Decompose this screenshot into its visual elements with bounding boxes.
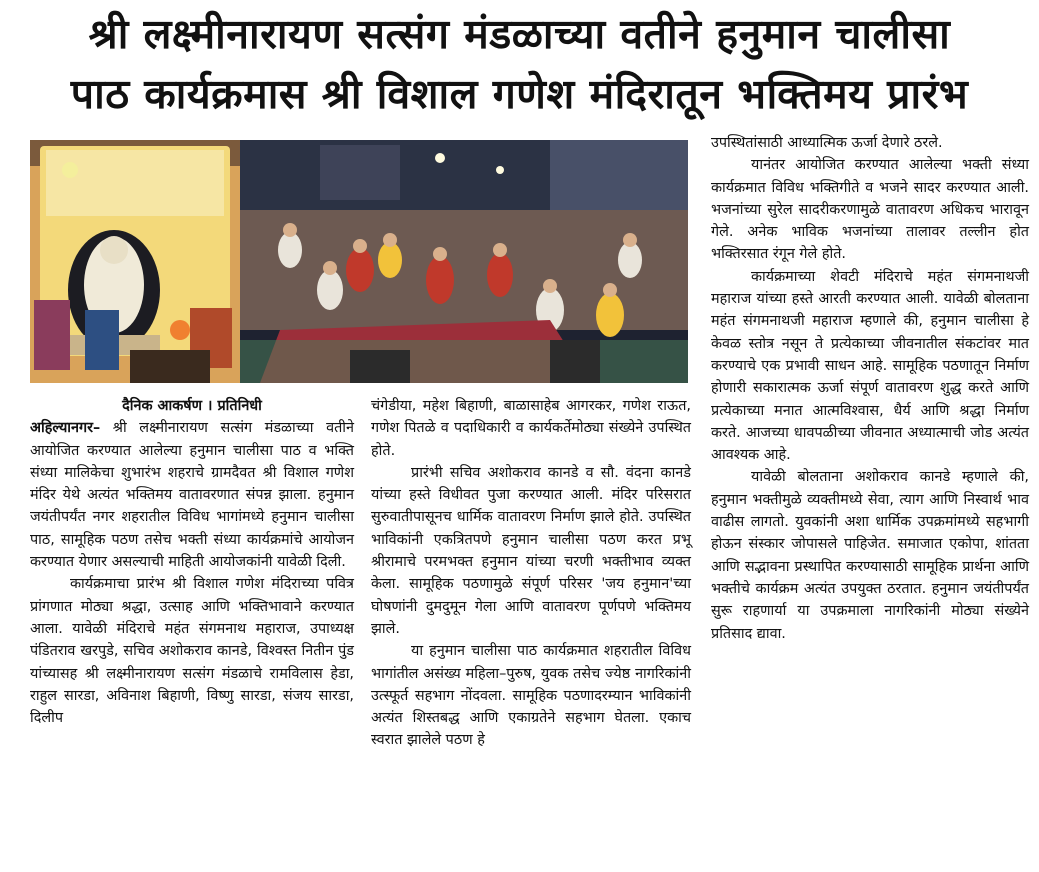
article-headline bbox=[6, 4, 1033, 124]
headline-line-1: श्री लक्ष्मीनारायण सत्संग मंडळाच्या वतीने हनुमान चालीसा bbox=[88, 10, 951, 58]
paragraph: प्रारंभी सचिव अशोकराव कानडे व सौ. वंदना कानडे यांच्या हस्ते विधीवत पुजा करण्यात आली. मंदिर परिसरात सुरुवातीपासूनच धार्मिक वातावरण निर्माण झाले होते. उपस्थित भाविकांनी एकत्रितपणे हनुमान चालीसा पठण करत प्रभू श्रीरामाचे परमभक्त हनुमान यांच्या चरणी भक्तीभाव व्यक्त केला. सामूहिक पठणामुळे संपूर्ण परिसर 'जय हनुमान'च्या घोषणांनी दुमदुमून गेला आणि वातावरण पूर्णपणे भक्तिमय झाले. bbox=[371, 464, 691, 637]
lead-text: श्री लक्ष्मीनारायण सत्संग मंडळाच्या वतीने आयोजित करण्यात आलेल्या हनुमान चालीसा पाठ व भक्ति संध्या मालिकेचा शुभारंभ शहराचे ग्रामदैवत श्री विशाल गणेश मंदिर येथे अत्यंत भक्तिमय वातावरणात संपन्न झाला. हनुमान जयंतीपर्यंत नगर शहरातील विविध भागांमध्ये हनुमान चालीसा पाठ, सामूहिक पठण तसेच भक्ती संध्या कार्यक्रमांचे आयोजन करण्यात येणार असल्याची माहिती आयोजकांनी यावेळी दिली. bbox=[30, 420, 355, 571]
paragraph: चंगेडीया, महेश बिहाणी, बाळासाहेब आगरकर, गणेश राऊत, गणेश पितळे व पदाधिकारी व कार्यकर्तेमोठ्या संख्येने उपस्थित होते. bbox=[371, 398, 691, 459]
paragraph: उपस्थितांसाठी आध्यात्मिक ऊर्जा देणारे ठरले. bbox=[711, 135, 943, 151]
event-photo-illustration bbox=[30, 140, 688, 383]
event-photo bbox=[30, 140, 688, 383]
paragraph: यानंतर आयोजित करण्यात आलेल्या भक्ती संध्या कार्यक्रमात विविध भक्तिगीते व भजने सादर करण्यात आली. भजनांच्या सुरेल सादरीकरणामुळे वातावरण अधिकच भारावून गेले. अनेक भाविक भजनांच्या तालावर तल्लीन होत भक्तिरसात रंगून गेले होते. bbox=[711, 157, 1029, 263]
paragraph: कार्यक्रमाचा प्रारंभ श्री विशाल गणेश मंदिराच्या पवित्र प्रांगणात मोठ्या श्रद्धा, उत्साह आणि भक्तिभावाने करण्यात आला. यावेळी मंदिराचे महंत संगमनाथ महाराज, उपाध्यक्ष पंडितराव खरपुडे, सचिव अशोकराव कानडे, विश्वस्त नितीन पुंड यांच्यासह श्री लक्ष्मीनारायण सत्संग मंडळाचे रामविलास हेडा, राहुल सारडा, अविनाश बिहाणी, विष्णु सारडा, संजय सारडा, दिलीप bbox=[30, 576, 354, 727]
paragraph: कार्यक्रमाच्या शेवटी मंदिराचे महंत संगमनाथजी महाराज यांच्या हस्ते आरती करण्यात आली. यावेळी बोलताना महंत संगमनाथजी महाराज म्हणाले की, हनुमान चालीसा हे केवळ स्तोत्र नसून ते प्रत्येकाच्या जीवनातील संकटांवर मात करण्याचे एक प्रभावी साधन आहे. सामूहिक पठणातून निर्माण होणारी सकारात्मक ऊर्जा संपूर्ण वातावरण शुद्ध करते आणि प्रत्येकाच्या मनात आत्मविश्वास, धैर्य आणि श्रद्धा निर्माण करते. आजच्या धावपळीच्या जीवनात अध्यात्माची जोड अत्यंत आवश्यक आहे. bbox=[711, 268, 1029, 464]
column-1 bbox=[30, 395, 354, 729]
byline: दैनिक आकर्षण । प्रतिनिधी bbox=[122, 398, 262, 414]
column-2 bbox=[371, 395, 691, 752]
lead-paragraph bbox=[30, 417, 354, 573]
dateline: अहिल्यानगर– bbox=[30, 420, 101, 437]
headline-line-2: पाठ कार्यक्रमास श्री विशाल गणेश मंदिरातून भक्तिमय प्रारंभ bbox=[70, 70, 969, 118]
paragraph: या हनुमान चालीसा पाठ कार्यक्रमात शहरातील विविध भागांतील असंख्य महिला–पुरुष, युवक तसेच ज्येष्ठ नागरिकांनी उत्स्फूर्त सहभाग नोंदवला. सामूहिक पठणादरम्यान भाविकांनी अत्यंत शिस्तबद्ध आणि एकाग्रतेने सहभाग घेतला. एकाच स्वरात झालेले पठण हे bbox=[371, 643, 691, 749]
column-3 bbox=[711, 132, 1029, 645]
paragraph: यावेळी बोलताना अशोकराव कानडे म्हणाले की, हनुमान भक्तीमुळे व्यक्तीमध्ये सेवा, त्याग आणि निस्वार्थ भाव वाढीस लागतो. युवकांनी अशा धार्मिक उपक्रमांमध्ये सहभागी होऊन संस्कार जोपासले पाहिजेत. समाजात एकोपा, शांतता आणि सद्भावना प्रस्थापित करण्यासाठी सामूहिक प्रार्थना आणि भक्तीचे कार्यक्रम अत्यंत उपयुक्त ठरतात. हनुमान जयंतीपर्यंत सुरू राहणार्या या उपक्रमाला नागरिकांनी मोठ्या संख्येने प्रतिसाद द्यावा. bbox=[711, 469, 1029, 642]
